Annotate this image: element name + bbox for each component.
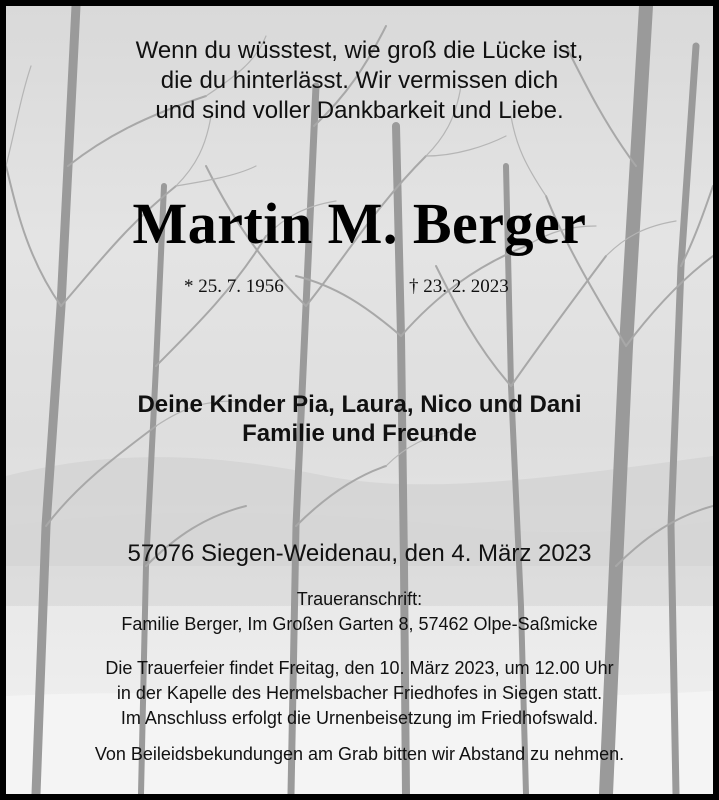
ceremony-line: in der Kapelle des Hermelsbacher Friedhofes in Siegen statt. xyxy=(116,683,603,703)
mourners-block xyxy=(6,390,713,448)
deceased-name: Martin M. Berger xyxy=(132,191,587,256)
place-and-date: 57076 Siegen-Weidenau, den 4. März 2023 xyxy=(127,540,592,567)
memorial-verse xyxy=(6,36,713,126)
birth-date: * 25. 7. 1956 xyxy=(184,276,284,297)
ceremony-details xyxy=(6,656,713,731)
mourners-line: Familie und Freunde xyxy=(242,420,477,447)
condolence-note: Von Beileidsbekundungen am Grab bitten wir Abstand zu nehmen. xyxy=(94,744,625,764)
mourning-address xyxy=(6,587,713,637)
address-label: Traueranschrift: xyxy=(296,589,423,609)
ceremony-line: Im Anschluss erfolgt die Urnenbeisetzung im Friedhofswald. xyxy=(120,708,599,728)
ceremony-line: Die Trauerfeier findet Freitag, den 10. März 2023, um 12.00 Uhr xyxy=(105,658,614,678)
obituary-text xyxy=(6,6,713,794)
verse-line: die du hinterlässt. Wir vermissen dich xyxy=(160,67,559,94)
mourners-line: Deine Kinder Pia, Laura, Nico und Dani xyxy=(137,391,582,418)
verse-line: und sind voller Dankbarkeit und Liebe. xyxy=(155,97,564,124)
address-value: Familie Berger, Im Großen Garten 8, 57462 Olpe-Saßmicke xyxy=(121,614,598,634)
death-date: † 23. 2. 2023 xyxy=(409,276,509,297)
verse-line: Wenn du wüsstest, wie groß die Lücke ist, xyxy=(135,37,584,64)
